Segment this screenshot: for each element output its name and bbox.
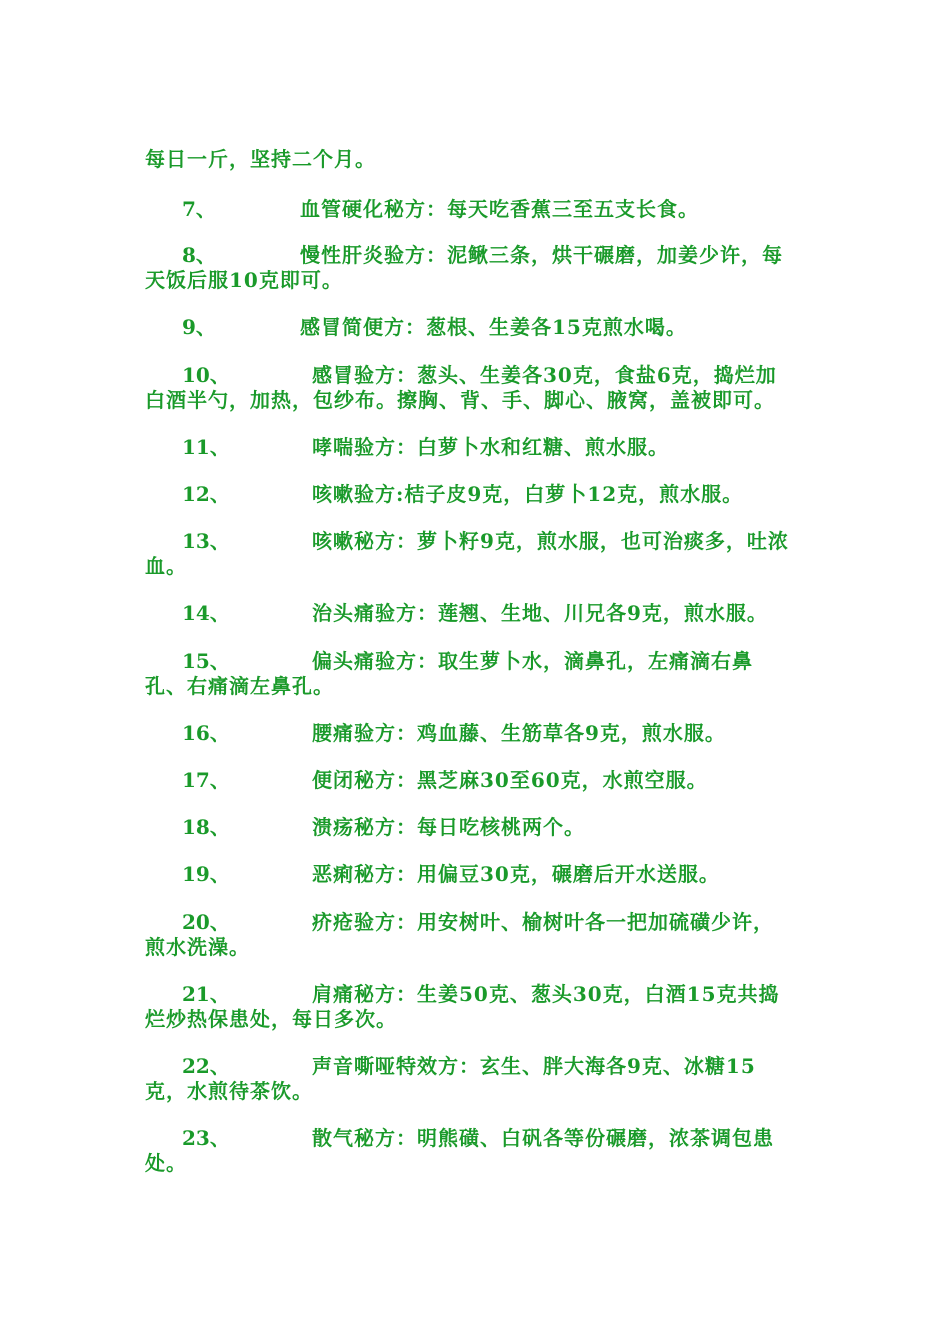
item-number: 16、: [182, 721, 230, 745]
item-text: 咳嗽验方:桔子皮9克，白萝卜12克，煎水服。: [312, 482, 744, 506]
item-number: 15、: [182, 649, 230, 673]
item-text-continued: 煎水洗澡。: [145, 935, 250, 959]
item-text: 慢性肝炎验方：泥鳅三条，烘干碾磨，加姜少许，每: [300, 243, 783, 267]
item-text-continued: 天饭后服10克即可。: [145, 268, 343, 292]
item-text-continued: 烂炒热保患处，每日多次。: [145, 1007, 397, 1031]
item-text: 血管硬化秘方：每天吃香蕉三至五支长食。: [300, 197, 699, 221]
item-number: 9、: [182, 315, 216, 339]
item-text-continued: 处。: [145, 1151, 187, 1175]
item-text-continued: 血。: [145, 554, 187, 578]
item-text: 散气秘方：明熊磺、白矾各等份碾磨，浓茶调包患: [312, 1126, 774, 1150]
item-number: 14、: [182, 601, 230, 625]
item-number: 12、: [182, 482, 230, 506]
item-number: 7、: [182, 197, 216, 221]
item-text: 声音嘶哑特效方：玄生、胖大海各9克、冰糖15: [312, 1054, 756, 1078]
item-text: 咳嗽秘方：萝卜籽9克，煎水服，也可治痰多，吐浓: [312, 529, 789, 553]
item-text-continued: 白酒半勺，加热，包纱布。擦胸、背、手、脚心、腋窝，盖被即可。: [145, 388, 775, 412]
item-text-continued: 孔、右痛滴左鼻孔。: [145, 674, 334, 698]
intro-line: 每日一斤，坚持二个月。: [145, 147, 376, 171]
item-text: 疥疮验方：用安树叶、榆树叶各一把加硫磺少许，: [312, 910, 774, 934]
item-number: 19、: [182, 862, 230, 886]
item-text: 偏头痛验方：取生萝卜水，滴鼻孔，左痛滴右鼻: [312, 649, 753, 673]
item-text: 感冒验方：葱头、生姜各30克，食盐6克，捣烂加: [312, 363, 777, 387]
item-text: 治头痛验方：莲翘、生地、川兄各9克，煎水服。: [312, 601, 768, 625]
item-number: 22、: [182, 1054, 230, 1078]
item-text: 溃疡秘方：每日吃核桃两个。: [312, 815, 585, 839]
item-number: 13、: [182, 529, 230, 553]
item-text: 哮喘验方：白萝卜水和红糖、煎水服。: [312, 435, 669, 459]
item-number: 11、: [182, 435, 230, 459]
item-number: 8、: [182, 243, 216, 267]
item-number: 21、: [182, 982, 230, 1006]
item-number: 23、: [182, 1126, 230, 1150]
item-text: 便闭秘方：黑芝麻30至60克，水煎空服。: [312, 768, 708, 792]
item-number: 17、: [182, 768, 230, 792]
item-number: 10、: [182, 363, 230, 387]
item-number: 20、: [182, 910, 230, 934]
item-text: 恶痢秘方：用偏豆30克，碾磨后开水送服。: [312, 862, 720, 886]
item-text: 腰痛验方：鸡血藤、生筋草各9克，煎水服。: [312, 721, 726, 745]
item-text-continued: 克，水煎待茶饮。: [145, 1079, 313, 1103]
item-text: 感冒简便方：葱根、生姜各15克煎水喝。: [300, 315, 687, 339]
item-text: 肩痛秘方：生姜50克、葱头30克，白酒15克共捣: [312, 982, 780, 1006]
item-number: 18、: [182, 815, 230, 839]
